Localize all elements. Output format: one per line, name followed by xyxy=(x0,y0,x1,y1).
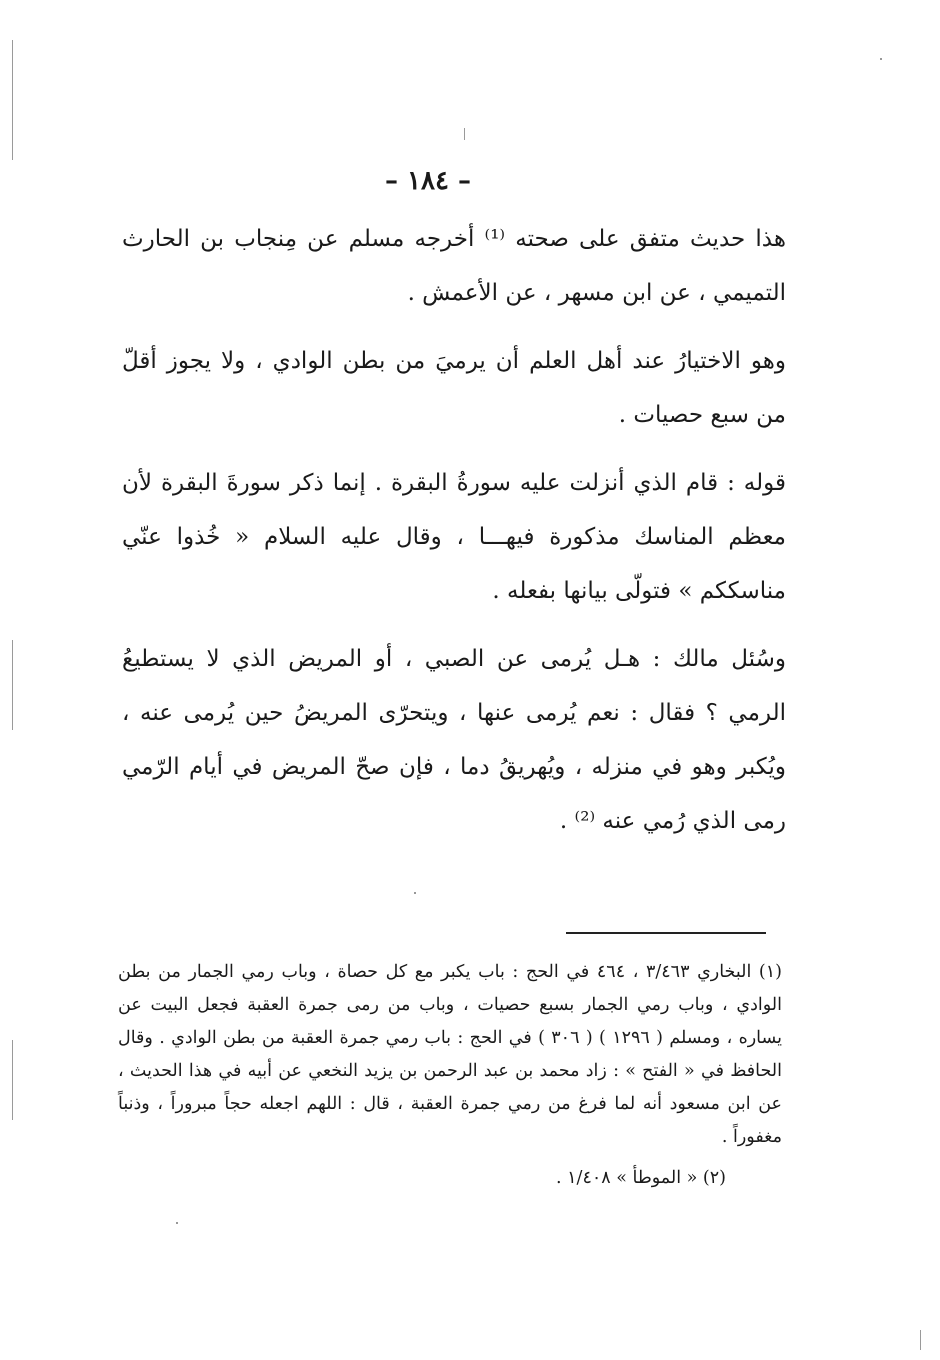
main-text xyxy=(122,212,786,862)
scan-speck xyxy=(880,58,882,60)
paragraph-surat-al-baqara: قوله : قام الذي أنزلت عليه سورةُ البقرة . إنما ذكر سورةَ البقرة لأن معظم المناسك مذكورة فيهـــا ، وقال عليه السلام « خُذوا عنّي مناسككم » فتولّى بيانها بفعله . xyxy=(122,470,786,604)
footnote-1: (١) البخاري ٣/٤٦٣ ، ٤٦٤ في الحج : باب يكبر مع كل حصاة ، وباب رمي الجمار من بطن الوادي ، وباب رمي الجمار بسبع حصيات ، وباب من رمى جمرة العقبة فجعل البيت عن يساره ، ومسلم ( ١٢٩٦ ) ( ٣٠٦ ) في الحج : باب رمي جمرة العقبة من بطن الوادي . وقال الحافظ في « الفتح » : زاد محمد بن عبد الرحمن بن يزيد النخعي عن أبيه في هذا الحديث ، عن ابن مسعود أنه لما فرغ من رمي جمرة العقبة ، قال : اللهم اجعله حجاً مبروراً ، وذنباً مغفوراً . xyxy=(118,962,782,1147)
page-number: – ١٨٤ – xyxy=(384,166,472,196)
scan-margin-mark xyxy=(12,640,13,730)
scan-speck xyxy=(414,892,416,894)
scan-margin-mark xyxy=(12,40,13,160)
footnote-2: (٢) « الموطأ » ١/٤٠٨ . xyxy=(556,1168,726,1188)
paragraph-malik-question: وسُئل مالك : هـل يُرمى عن الصبي ، أو المريض الذي لا يستطيعُ الرمي ؟ فقال : نعم يُرمى عنها ، ويتحرّى المريضُ حين يُرمى عنه ، ويُكبر وهو في منزله ، ويُهريقُ دما ، فإن صحّ المريض في أيام الرّمي رمى الذي رُمي عنه ⁽²⁾ . xyxy=(122,646,786,834)
scan-margin-mark xyxy=(12,1040,13,1120)
paragraph-hadith-source: هذا حديث متفق على صحته ⁽¹⁾ أخرجه مسلم عن مِنجاب بن الحارث التميمي ، عن ابن مسهر ، عن الأعمش . xyxy=(122,226,787,306)
scan-speck xyxy=(176,1222,178,1224)
scan-margin-mark xyxy=(920,1330,921,1350)
footnote-separator xyxy=(566,932,766,934)
footnotes xyxy=(118,956,782,1203)
scan-margin-mark xyxy=(464,128,465,140)
paragraph-ruling: وهو الاختيارُ عند أهل العلم أن يرميَ من بطن الوادي ، ولا يجوز أقلّ من سبع حصيات . xyxy=(122,348,786,428)
